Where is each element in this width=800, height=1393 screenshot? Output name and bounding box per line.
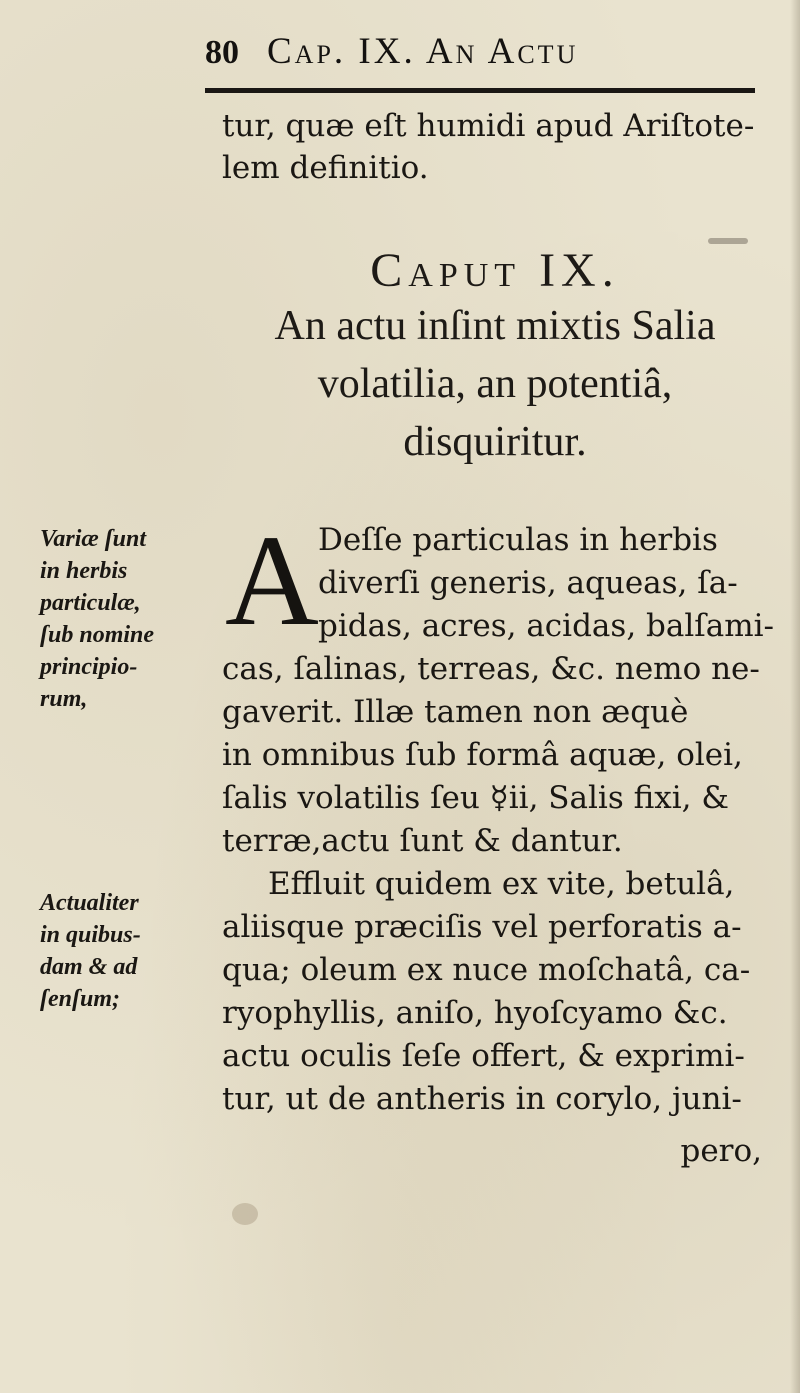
drop-cap: A [225, 509, 319, 653]
margin-note-1-line-4: ſub nomine [40, 622, 155, 648]
paragraph1-line-4: cas, ſalinas, terreas, &c. nemo ne- [222, 651, 760, 687]
page-edge-shadow [790, 0, 800, 1393]
margin-note-1-line-2: in herbis [40, 558, 128, 584]
paragraph2-line-5: actu oculis ſeſe offert, & exprimi- [222, 1038, 745, 1074]
page-number: 80 [205, 34, 239, 71]
margin-note-1-line-6: rum, [40, 686, 88, 712]
paragraph2-line-2: aliisque præciſis vel perforatis a- [222, 909, 742, 945]
catchword: pero, [680, 1133, 762, 1169]
paragraph1-line-1: Deſſe particulas in herbis [318, 522, 718, 558]
intro-line-1: tur, quæ eſt humidi apud Ariſtote- [222, 108, 755, 144]
paragraph1-line-5: gaverit. Illæ tamen non æquè [222, 694, 689, 730]
paragraph2-line-4: ryophyllis, aniſo, hyoſcyamo &c. [222, 995, 728, 1031]
header-rule [205, 88, 755, 93]
chapter-title-line-3: disquiritur. [403, 419, 587, 465]
paragraph1-line-6: in omnibus ſub formâ aquæ, olei, [222, 737, 743, 773]
paragraph1-line-8: terræ,actu ſunt & dantur. [222, 823, 623, 859]
margin-note-1-line-1: Variæ ſunt [40, 526, 147, 552]
chapter-title-line-1: An actu inſint mixtis Salia [274, 303, 716, 349]
margin-note-2-line-2: in quibus- [40, 922, 141, 948]
paragraph2-line-3: qua; oleum ex nuce moſchatâ, ca- [222, 952, 751, 988]
paragraph2-line-1: Effluit quidem ex vite, betulâ, [268, 866, 735, 902]
paragraph1-line-3: pidas, acres, acidas, balſami- [318, 608, 775, 644]
chapter-title-line-2: volatilia, an potentiâ, [317, 361, 673, 407]
margin-note-2-line-1: Actualiter [40, 890, 139, 916]
paper-mark [708, 238, 748, 244]
paragraph1-line-7: ſalis volatilis ſeu ☿ii, Salis fixi, & [222, 780, 729, 816]
running-head [205, 30, 765, 80]
paragraph1-line-2: diverſi generis, aqueas, ſa- [318, 565, 738, 601]
margin-note-2-line-4: ſenſum; [40, 986, 120, 1012]
margin-note-1-line-5: principio- [40, 654, 138, 680]
margin-note-2-line-3: dam & ad [40, 954, 138, 980]
paper-stain [232, 1203, 258, 1225]
intro-line-2: lem definitio. [222, 150, 429, 186]
chapter-label: Caput IX. [370, 244, 620, 297]
paragraph2-line-6: tur, ut de antheris in corylo, juni- [222, 1081, 742, 1117]
running-title: Cap. IX. An Actu [267, 31, 579, 72]
margin-note-1-line-3: particulæ, [40, 590, 141, 616]
